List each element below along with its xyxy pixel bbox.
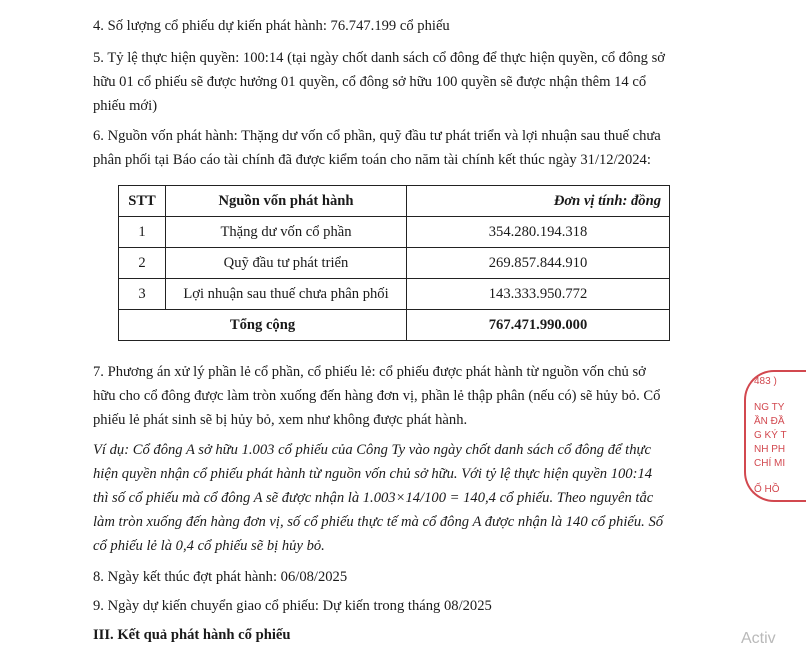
row-value: 143.333.950.772 (407, 279, 670, 310)
total-value: 767.471.990.000 (407, 310, 670, 341)
table-header-row (119, 186, 670, 217)
section-3-heading: III. Kết quả phát hành cổ phiếu (93, 627, 291, 643)
stamp-text: NH PH (754, 444, 786, 455)
example-line-4: làm tròn xuống đến hàng đơn vị, số cổ phiếu thực tế mà cổ đông A được nhận là 140 cổ phiếu. Số (93, 514, 664, 530)
row-value: 269.857.844.910 (407, 248, 670, 279)
item-7-odd-lot-line-2: hữu cho cổ đông được làm tròn xuống đến hàng đơn vị, phần lẻ thập phân (nếu có) sẽ hủy bỏ. Cổ (93, 388, 661, 404)
row-stt: 3 (119, 279, 166, 310)
activate-windows-watermark: Activ (741, 630, 776, 647)
item-5-ratio-line-1: 5. Tỷ lệ thực hiện quyền: 100:14 (tại ngày chốt danh sách cổ đông để thực hiện quyền, cổ đông sở (93, 50, 666, 66)
stamp-text: ẦN ĐẦ (754, 416, 785, 427)
stamp-text: Ố HỒ (754, 484, 780, 495)
total-label: Tổng cộng (119, 310, 407, 341)
header-unit: Đơn vị tính: đồng (407, 186, 670, 217)
row-value: 354.280.194.318 (407, 217, 670, 248)
stamp-text: CHÍ MI (754, 458, 786, 469)
item-6-capital-source-line-2: phân phối tại Báo cáo tài chính đã được kiểm toán cho năm tài chính kết thúc ngày 31/12/2024: (93, 152, 651, 168)
stamp-text: 483 ) (754, 376, 777, 387)
table-row (119, 279, 670, 310)
example-line-3: thì số cổ phiếu mà cổ đông A sẽ được nhận là 1.003×14/100 = 140,4 cổ phiếu. Theo nguyên tắc (93, 490, 654, 506)
item-7-odd-lot-line-3: phiếu lẻ phát sinh sẽ bị hủy bỏ, xem như không được phát hành. (93, 412, 468, 428)
stamp-text: NG TY (754, 402, 785, 413)
table-total-row (119, 310, 670, 341)
item-4-share-quantity: 4. Số lượng cổ phiếu dự kiến phát hành: 76.747.199 cổ phiếu (93, 18, 450, 34)
row-stt: 2 (119, 248, 166, 279)
row-source: Thặng dư vốn cổ phần (166, 217, 407, 248)
item-6-capital-source-line-1: 6. Nguồn vốn phát hành: Thặng dư vốn cổ phần, quỹ đầu tư phát triển và lợi nhuận sau thuế chưa (93, 128, 661, 144)
red-company-stamp (740, 370, 787, 510)
row-stt: 1 (119, 217, 166, 248)
item-9-transfer-date: 9. Ngày dự kiến chuyển giao cổ phiếu: Dự kiến trong tháng 08/2025 (93, 598, 492, 614)
table-row (119, 248, 670, 279)
item-7-odd-lot-line-1: 7. Phương án xử lý phần lẻ cổ phần, cổ phiếu lẻ: cổ phiếu được phát hành từ nguồn vốn chủ sở (93, 364, 646, 380)
example-line-2: hiện quyền nhận cổ phiếu phát hành từ nguồn vốn chủ sở hữu. Với tỷ lệ thực hiện quyền 100:14 (93, 466, 653, 482)
row-source: Quỹ đầu tư phát triển (166, 248, 407, 279)
example-line-1: Ví dụ: Cổ đông A sở hữu 1.003 cổ phiếu của Công Ty vào ngày chốt danh sách cổ đông để thực (93, 442, 651, 458)
header-stt: STT (119, 186, 166, 217)
item-5-ratio-line-3: phiếu mới) (93, 98, 158, 114)
header-source: Nguồn vốn phát hành (166, 186, 407, 217)
row-source: Lợi nhuận sau thuế chưa phân phối (166, 279, 407, 310)
stamp-text: G KÝ T (754, 430, 787, 441)
item-8-end-date: 8. Ngày kết thúc đợt phát hành: 06/08/2025 (93, 569, 348, 585)
table-row (119, 217, 670, 248)
example-line-5: cổ phiếu lẻ là 0,4 cổ phiếu sẽ bị hủy bỏ. (93, 538, 325, 554)
item-5-ratio-line-2: hữu 01 cổ phiếu sẽ được hưởng 01 quyền, cổ đông sở hữu 100 quyền sẽ được nhận thêm 14 cổ (93, 74, 647, 90)
capital-source-table (118, 185, 670, 341)
